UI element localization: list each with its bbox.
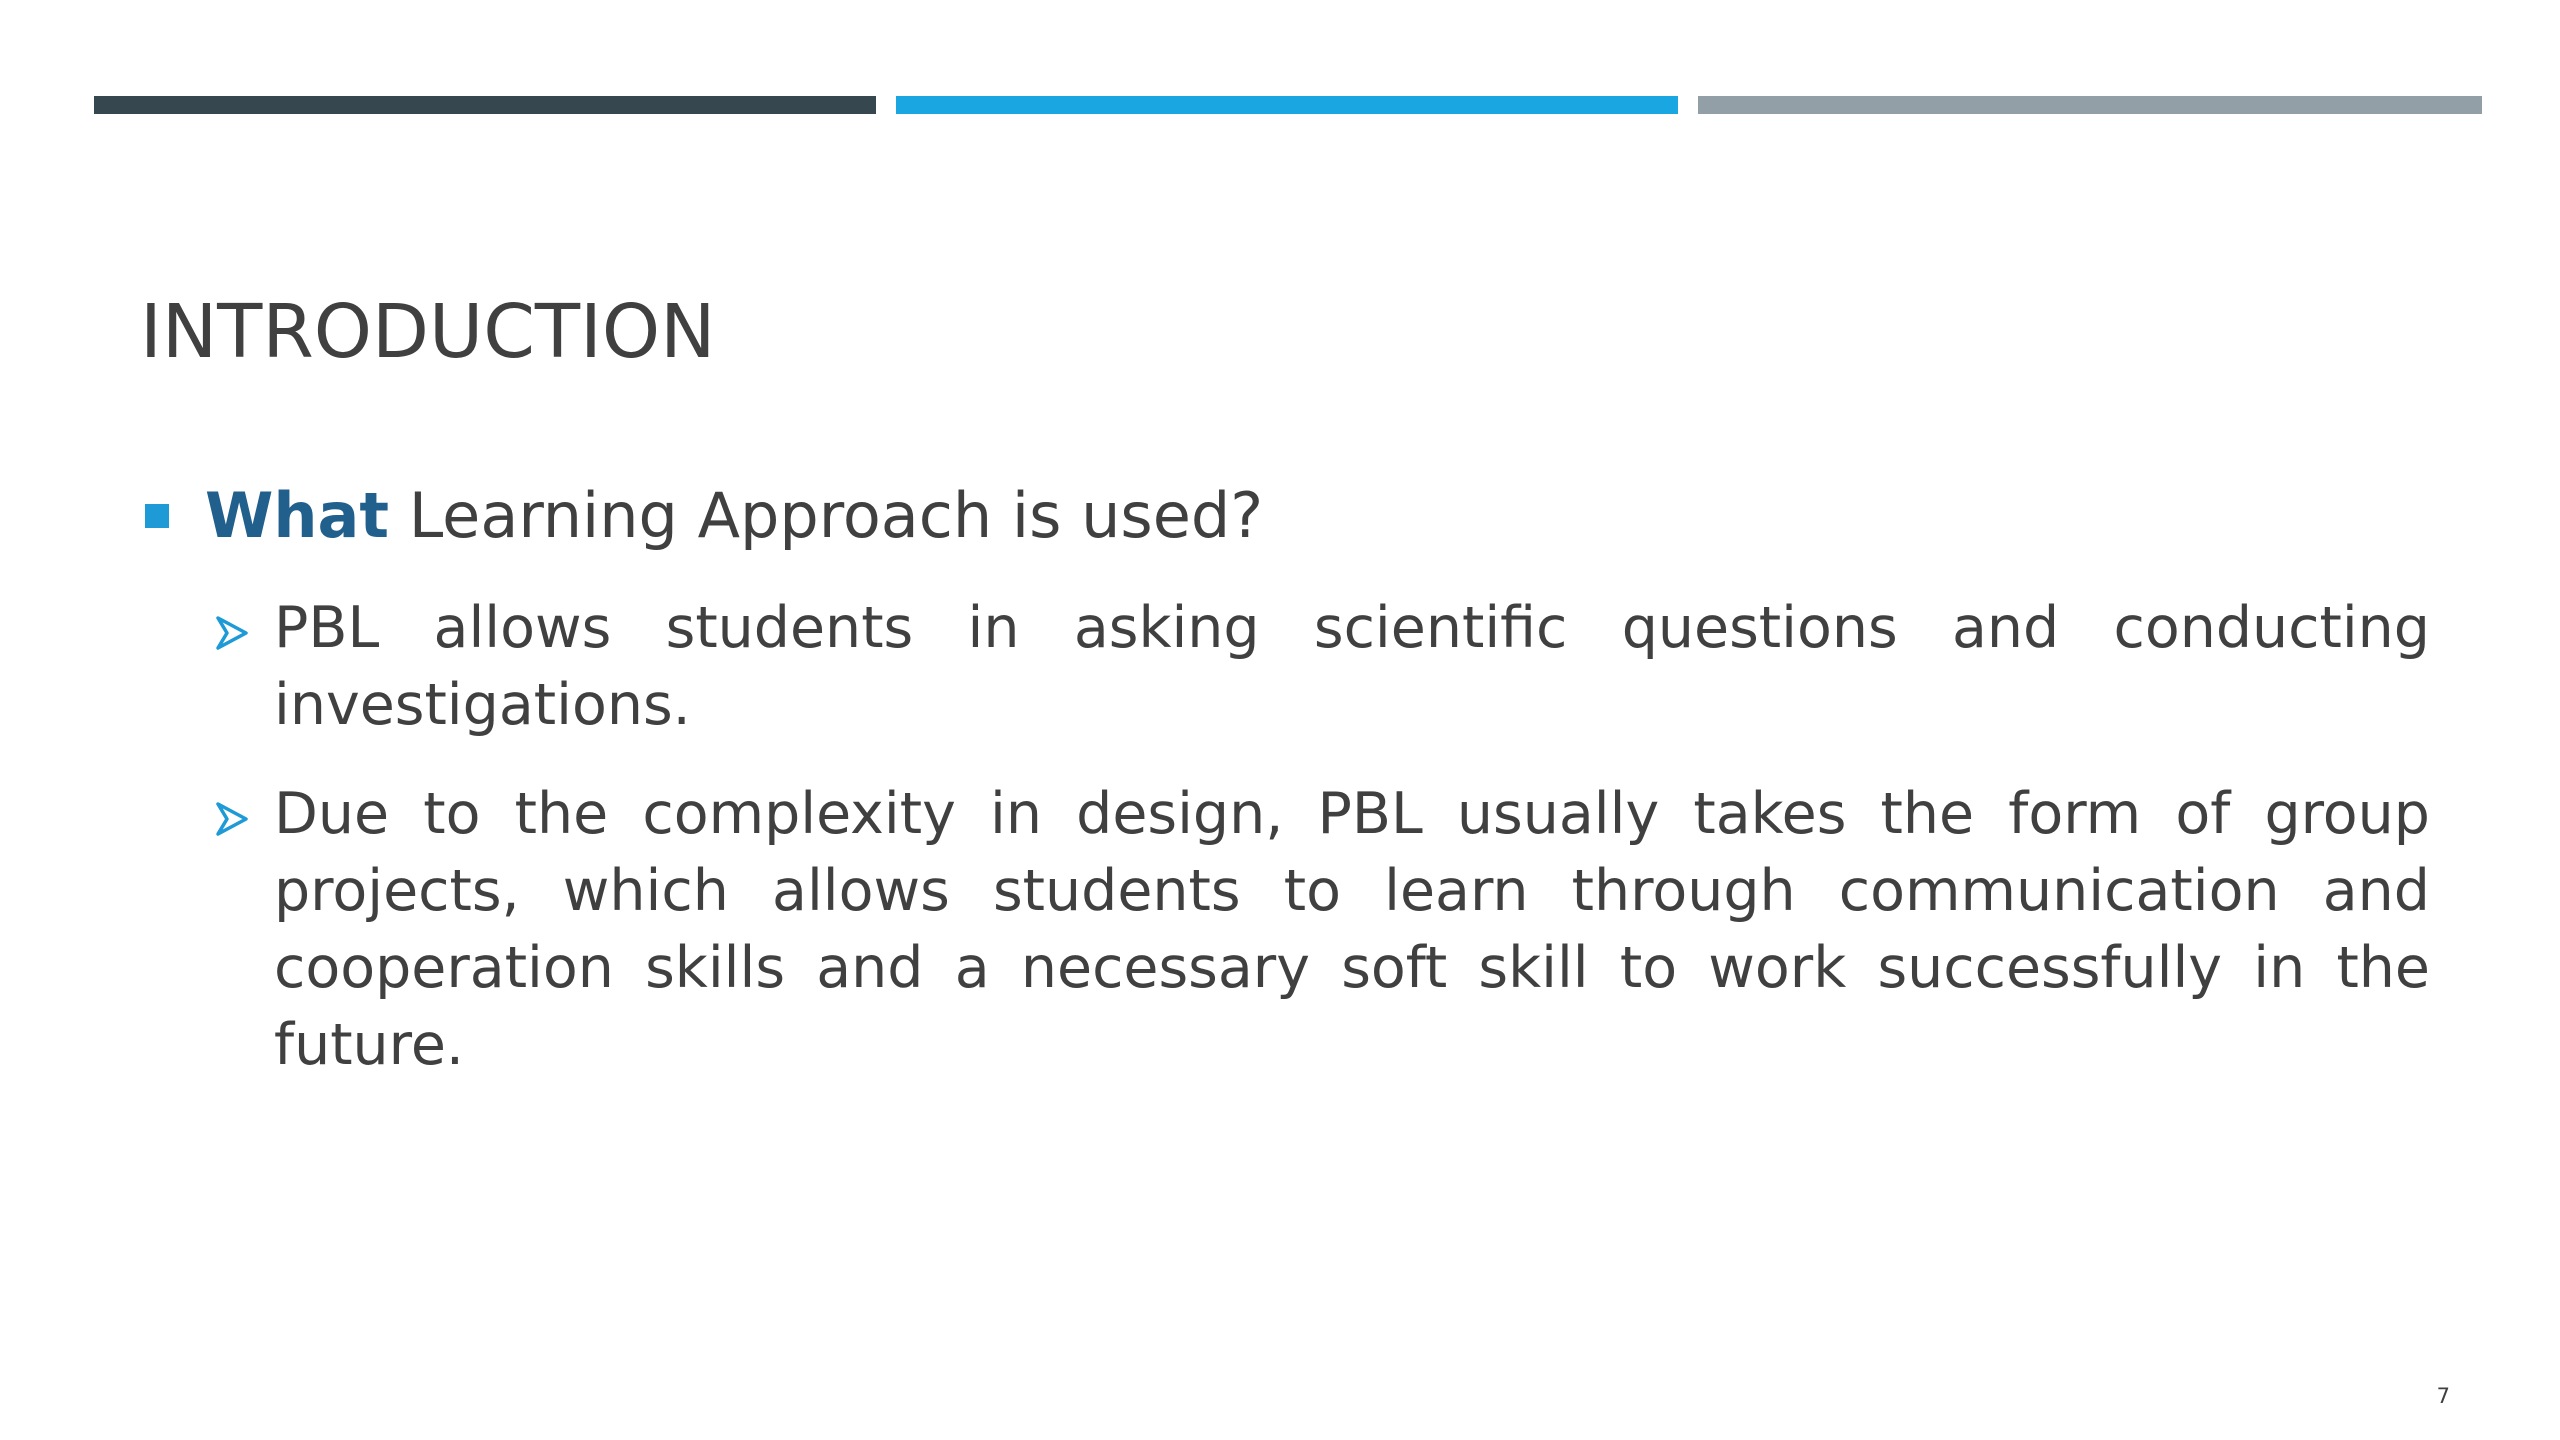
- slide-title: INTRODUCTION: [140, 289, 716, 375]
- main-bullet-text: [205, 474, 1263, 558]
- arrow-bullet-icon: [212, 613, 252, 653]
- sub-bullet: [212, 776, 2430, 1084]
- sub-bullet-text: PBL allows students in asking scientific questions and conducting investigations.: [274, 595, 2430, 738]
- accent-bar-blue: [896, 96, 1678, 114]
- page-number: 7: [2436, 1384, 2450, 1408]
- accent-bar-dark: [94, 96, 876, 114]
- main-bullet-highlight: What: [205, 479, 390, 552]
- main-bullet-rest: Learning Approach is used?: [389, 479, 1264, 552]
- main-bullet: [145, 474, 1263, 558]
- arrow-bullet-icon: [212, 799, 252, 839]
- sub-bullet: [212, 590, 2430, 744]
- sub-bullet-text: Due to the complexity in design, PBL usually takes the form of group projects, which allows students to learn through communication and cooperation skills and a necessary soft skill to work successfully in the future.: [274, 781, 2430, 1078]
- accent-bar-gray: [1698, 96, 2482, 114]
- square-bullet-icon: [145, 504, 169, 528]
